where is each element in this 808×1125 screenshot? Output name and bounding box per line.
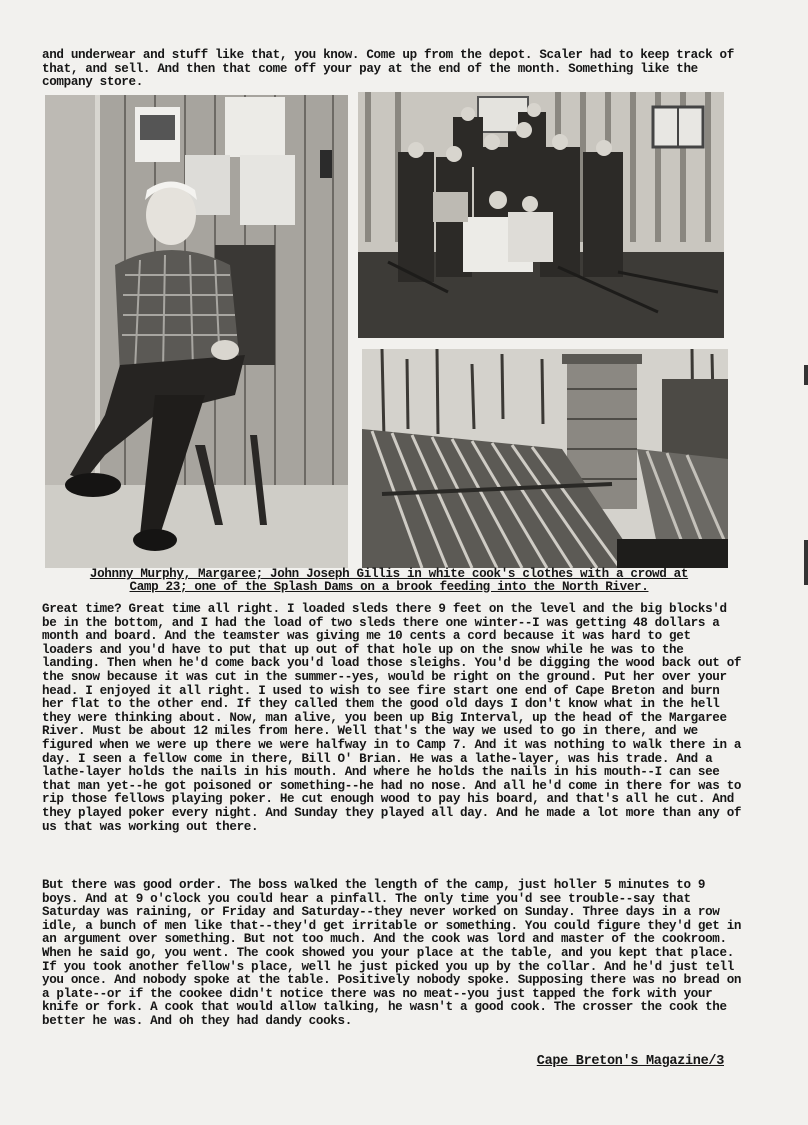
body-paragraph-2: But there was good order. The boss walked the length of the camp, just holler 5 minutes to 9 boys. And at 9 o'clock you could hear a pinfall. The only time you'd see trouble--say that Saturday was raining, or Friday and Saturday--they never worked on Sunday. Three days in a row idle, a bunch of men like that--they'd get irritable or something. You could figure they'd get in an argument over something. But not too much. And the cook was lord and master of the cookroom. When he said go, you went. The cook showed you your place at the table, and you kept that place. If you took another fellow's place, well he just picked you up by the collar. And he'd just tell you once. And nobody spoke at the table. Positively nobody spoke. Supposing there was no bread on a plate--or if the cookee didn't notice there was no meat--you just tapped the fork with your knife or fork. A cook that would allow talking, he wasn't a good cook. The crosser the cook the better he was. And oh they had dandy cooks. [42,878,742,1028]
page-footer: Cape Breton's Magazine/3 [536,1054,724,1069]
caption-line-1: Johnny Murphy, Margaree; John Joseph Gillis in white cook's clothes with a crowd at [89,567,689,581]
edge-mark [804,540,808,585]
photo-johnny-murphy [45,95,348,568]
caption-line-2: Camp 23; one of the Splash Dams on a brook feeding into the North River. [129,579,649,594]
photo-splash-dam [362,349,728,568]
intro-text: and underwear and stuff like that, you know. Come up from the depot. Scaler had to keep track of that, and sell. And then that come off your pay at the end of the month. Something like the company store. [42,48,734,90]
photo-caption [44,568,734,593]
photo-camp-crew [358,92,724,338]
edge-mark [804,365,808,385]
body-paragraph-1: Great time? Great time all right. I loaded sleds there 9 feet on the level and the big blocks'd be in the bottom, and I had the load of two sleds there one winter--I was getting 48 dollars a month and board. And the teamster was giving me 10 cents a cord because it was hard to get loaders and you'd have to put that up out of that hole up on the snow while he was to the landing. Then when he'd come back you'd load those sleighs. You'd be digging the wood back out of the snow because it was cut in the summer--yes, would be right on the ground. Put her over your head. I enjoyed it all right. I used to wish to see fire start one end of Cape Breton and burn her flat to the other end. If they called them the good old days I don't know what in the hell they were thinking about. Now, man alive, you been up Big Interval, up the head of the Margaree River. Must be about 12 miles from here. Well that's the way we used to go in there, and we figured when we were up there we were halfway in to Camp 7. And it was nothing to walk there in a day. I seen a fellow come in there, Bill O' Brian. He was a lathe-layer, was his trade. And a lathe-layer holds the nails in his mouth. And where he holds the nails in his mouth--I can see that man yet--he got poisoned or something--he had no nose. And all he'd come in there for was to rip those fellows playing poker. He cut enough wood to pay his board, and that's all he cut. And they played poker every night. And Sunday they played all day. And he made a lot more than any of us that was working out there. [42,602,742,834]
